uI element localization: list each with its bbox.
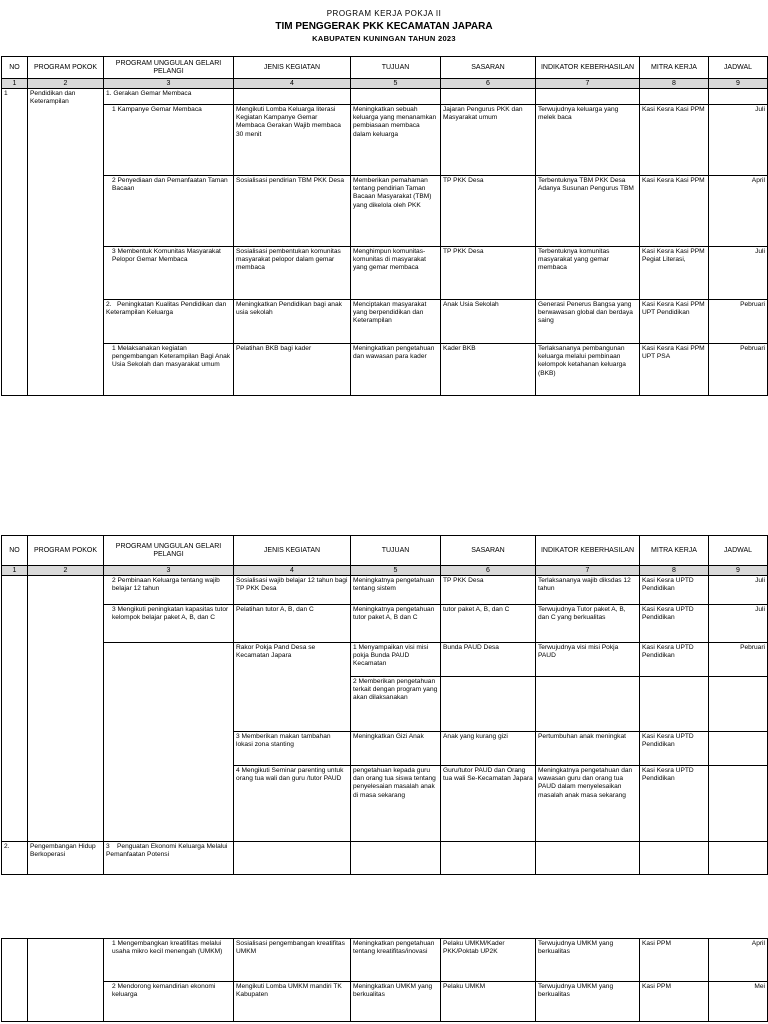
work-program-table-1 [1,56,768,396]
jadwal: Mei [709,982,768,1022]
indikator: Terwujudnya UMKM yang berkualitas [536,982,640,1022]
sasaran: Bunda PAUD Desa [441,643,536,677]
mitra-kerja: Kasi Kesra Kasi PPM [640,105,709,176]
table-row [2,300,768,344]
col-number: 8 [640,79,709,89]
program-unggulan: 3 Mengikuti peningkatan kapasitas tutor kelompok belajar paket A, B, dan C [104,605,234,643]
sasaran: TP PKK Desa [441,576,536,605]
tujuan: Menciptakan masyarakat yang berpendidikan dan Keterampilan [351,300,441,344]
table-row [2,247,768,300]
indikator: Terbentuknya TBM PKK Desa Adanya Susunan Pengurus TBM [536,176,640,247]
col-header-mitra: MITRA KERJA [640,57,709,79]
jadwal: Pebruari [709,300,768,344]
indikator: Terwujudnya Tutor paket A, B, dan C yang berkualitas [536,605,640,643]
table-row [2,344,768,396]
tujuan: Meningkatnya pengetahuan tutor paket A, B dan C [351,605,441,643]
col-header-sasaran: SASARAN [441,536,536,566]
tujuan: Meningkatkan pengetahuan dan wawasan para kader [351,344,441,396]
sasaran: TP PKK Desa [441,247,536,300]
mitra-kerja: Kasi PPM [640,939,709,982]
table-row [2,643,768,677]
indikator: Terwujudnya visi misi Pokja PAUD [536,643,640,677]
program-pokok: Pendidikan dan Keterampilan [28,89,104,396]
mitra-kerja: Kasi Kesra UPTD Pendidikan [640,605,709,643]
program-unggulan: 2 Pembinaan Keluarga tentang wajib belajar 12 tahun [104,576,234,605]
col-number: 9 [709,79,768,89]
sasaran: Pelaku UMKM/Kader PKK/Poktab UP2K [441,939,536,982]
program-unggulan: 2 Mendorong kemandirian ekonomi keluarga [104,982,234,1022]
section-title: Penguatan Ekonomi Keluarga Melalui Pemanfaatan Potensi [106,843,228,859]
jenis-kegiatan: 3 Memberikan makan tambahan lokasi zona stanting [234,732,351,766]
col-number: 7 [536,566,640,576]
tujuan: pengetahuan kepada guru dan orang tua siswa tentang penyelesaian masalah anak di masa sekarang [351,766,441,842]
col-header-pokok: PROGRAM POKOK [28,536,104,566]
program-unggulan: 2 Penyediaan dan Pemanfaatan Taman Bacaan [104,176,234,247]
table-row [2,105,768,176]
jenis-kegiatan: Rakor Pokja Pand Desa se Kecamatan Japara [234,643,351,732]
jadwal: Pebruari [709,344,768,396]
col-header-jadwal: JADWAL [709,536,768,566]
jadwal: Juli [709,105,768,176]
col-number: 6 [441,566,536,576]
mitra-kerja: Kasi Kesra UPTD Pendidikan [640,766,709,842]
col-number: 3 [104,79,234,89]
header-row [2,536,768,566]
col-header-sasaran: SASARAN [441,57,536,79]
indikator: Terwujudnya keluarga yang melek baca [536,105,640,176]
section-number: 3 [106,843,110,850]
jenis-kegiatan: Sosialisasi pembentukan komunitas masyarakat pelopor dalam gemar membaca [234,247,351,300]
col-number: 2 [28,79,104,89]
table-row [2,982,768,1022]
header-line3: KABUPATEN KUNINGAN TAHUN 2023 [312,34,456,43]
jenis-kegiatan: 4 Mengikuti Seminar parenting untuk orang tua wali dan guru /tutor PAUD [234,766,351,842]
work-program-table-3 [1,938,768,1022]
indikator: Terlaksananya wajib diksdas 12 tahun [536,576,640,605]
mitra-kerja: Kasi Kesra UPTD Pendidikan [640,576,709,605]
jadwal: Juli [709,247,768,300]
sasaran: Kader BKB [441,344,536,396]
table-row [2,605,768,643]
table-row [2,89,768,105]
jenis-kegiatan: Sosialisasi pendirian TBM PKK Desa [234,176,351,247]
col-header-jenis: JENIS KEGIATAN [234,57,351,79]
indikator: Pertumbuhan anak meningkat [536,732,640,766]
col-header-jadwal: JADWAL [709,57,768,79]
sasaran: Pelaku UMKM [441,982,536,1022]
jadwal: Juli [709,576,768,605]
program-unggulan: 3 Membentuk Komunitas Masyarakat Pelopor Gemar Membaca [104,247,234,300]
col-number: 1 [2,79,28,89]
tujuan: Meningkatkan Gizi Anak [351,732,441,766]
jenis-kegiatan: Pelatihan tutor A, B, dan C [234,605,351,643]
col-header-jenis: JENIS KEGIATAN [234,536,351,566]
jenis-kegiatan: Mengikuti Lomba UMKM mandiri TK Kabupaten [234,982,351,1022]
section-number: 2. [106,301,112,308]
table-row [2,842,768,875]
sasaran: Guru/tutor PAUD dan Orang tua wali Se-Kecamatan Japara [441,766,536,842]
table-row [2,576,768,605]
col-header-unggulan: PROGRAM UNGGULAN GELARI PELANGI [104,536,234,566]
indikator: Terwujudnya UMKM yang berkualitas [536,939,640,982]
col-header-tujuan: TUJUAN [351,57,441,79]
col-header-tujuan: TUJUAN [351,536,441,566]
col-header-indikator: INDIKATOR KEBERHASILAN [536,536,640,566]
mitra-kerja: Kasi Kesra Kasi PPM [640,176,709,247]
program-unggulan [104,300,234,344]
col-header-no: NO [2,57,28,79]
sasaran: TP PKK Desa [441,176,536,247]
col-number: 9 [709,566,768,576]
tujuan: 2 Memberikan pengetahuan terkait dengan program yang akan dilaksanakan [351,677,441,732]
section-title: Peningkatan Kualitas Pendidikan dan Keterampilan Keluarga [106,301,227,317]
jadwal: April [709,939,768,982]
jenis-kegiatan: Meningkatkan Pendidikan bagi anak usia sekolah [234,300,351,344]
jadwal: Pebruari [709,643,768,677]
jenis-kegiatan: Sosialisasi wajib belajar 12 tahun bagi TP PKK Desa [234,576,351,605]
col-number: 5 [351,566,441,576]
column-number-row [2,566,768,576]
mitra-kerja: Kasi Kesra Kasi PPM UPT Pendidikan [640,300,709,344]
jadwal: Juli [709,605,768,643]
tujuan: 1 Menyampaikan visi misi pokja Bunda PAUD Kecamatan [351,643,441,677]
indikator: Terbentuknya komunitas masyarakat yang gemar membaca [536,247,640,300]
tujuan: Meningkatnya pengetahuan tentang sistem [351,576,441,605]
column-number-row [2,79,768,89]
col-header-no: NO [2,536,28,566]
jenis-kegiatan: Mengikuti Lomba Keluarga literasi Kegiatan Kampanye Gemar Membaca Gerakan Wajib membaca 30 menit [234,105,351,176]
mitra-kerja: Kasi Kesra UPTD Pendidikan [640,643,709,677]
col-number: 8 [640,566,709,576]
jadwal: April [709,176,768,247]
program-unggulan: 1. Gerakan Gemar Membaca [104,89,234,105]
program-unggulan [104,842,234,875]
table-row [2,939,768,982]
mitra-kerja: Kasi PPM [640,982,709,1022]
col-number: 1 [2,566,28,576]
sasaran: Anak Usia Sekolah [441,300,536,344]
tujuan: Memberikan pemahaman tentang pendirian Taman Bacaan Masyarakat (TBM) yang dikelola oleh PKK [351,176,441,247]
col-header-indikator: INDIKATOR KEBERHASILAN [536,57,640,79]
header-line2: TIM PENGGERAK PKK KECAMATAN JAPARA [275,21,493,32]
tujuan: Meningkatkan UMKM yang berkualitas [351,982,441,1022]
col-number: 4 [234,566,351,576]
col-number: 2 [28,566,104,576]
sasaran: Anak yang kurang gizi [441,732,536,766]
header-line1: PROGRAM KERJA POKJA II [326,9,442,18]
col-number: 3 [104,566,234,576]
indikator: Terlaksananya pembangunan keluarga melalui pembinaan kelompok ketahanan keluarga (BKB) [536,344,640,396]
sasaran: tutor paket A, B, dan C [441,605,536,643]
tujuan: Meningkatkan pengetahuan tentang kreatifitas/inovasi [351,939,441,982]
row-no: 2. [2,842,28,875]
indikator: Meningkatnya pengetahuan dan wawasan guru dan orang tua PAUD dalam menyelesaikan masalah anak masa sekarang [536,766,640,842]
program-unggulan: 1 Melaksanakan kegiatan pengembangan Keterampilan Bagi Anak Usia Sekolah dan masyarakat umum [104,344,234,396]
mitra-kerja: Kasi Kesra Kasi PPM UPT PSA [640,344,709,396]
tujuan: Meningkatkan sebuah keluarga yang menanamkan pembiasaan membaca dalam keluarga [351,105,441,176]
col-header-mitra: MITRA KERJA [640,536,709,566]
header-row [2,57,768,79]
work-program-table-2 [1,535,768,875]
mitra-kerja: Kasi Kesra Kasi PPM Pegiat Literasi, [640,247,709,300]
col-header-pokok: PROGRAM POKOK [28,57,104,79]
program-pokok: Pengembangan Hidup Berkoperasi [28,842,104,875]
program-unggulan: 1 Mengembangkan kreatifitas melalui usaha mikro kecil menengah (UMKM) [104,939,234,982]
tujuan: Menghimpun komunitas-komunitas di masyarakat yang gemar membaca [351,247,441,300]
mitra-kerja: Kasi Kesra UPTD Pendidikan [640,732,709,766]
program-unggulan: 1 Kampanye Gemar Membaca [104,105,234,176]
jenis-kegiatan: Sosialisasi pengembangan kreatifitas UMKM [234,939,351,982]
col-number: 5 [351,79,441,89]
row-no: 1 [2,89,28,396]
col-number: 6 [441,79,536,89]
document-header [0,0,768,43]
indikator: Generasi Penerus Bangsa yang berwawasan global dan berdaya saing [536,300,640,344]
col-number: 7 [536,79,640,89]
table-row [2,176,768,247]
col-header-unggulan: PROGRAM UNGGULAN GELARI PELANGI [104,57,234,79]
col-number: 4 [234,79,351,89]
jenis-kegiatan: Pelatihan BKB bagi kader [234,344,351,396]
sasaran: Jajaran Pengurus PKK dan Masyarakat umum [441,105,536,176]
